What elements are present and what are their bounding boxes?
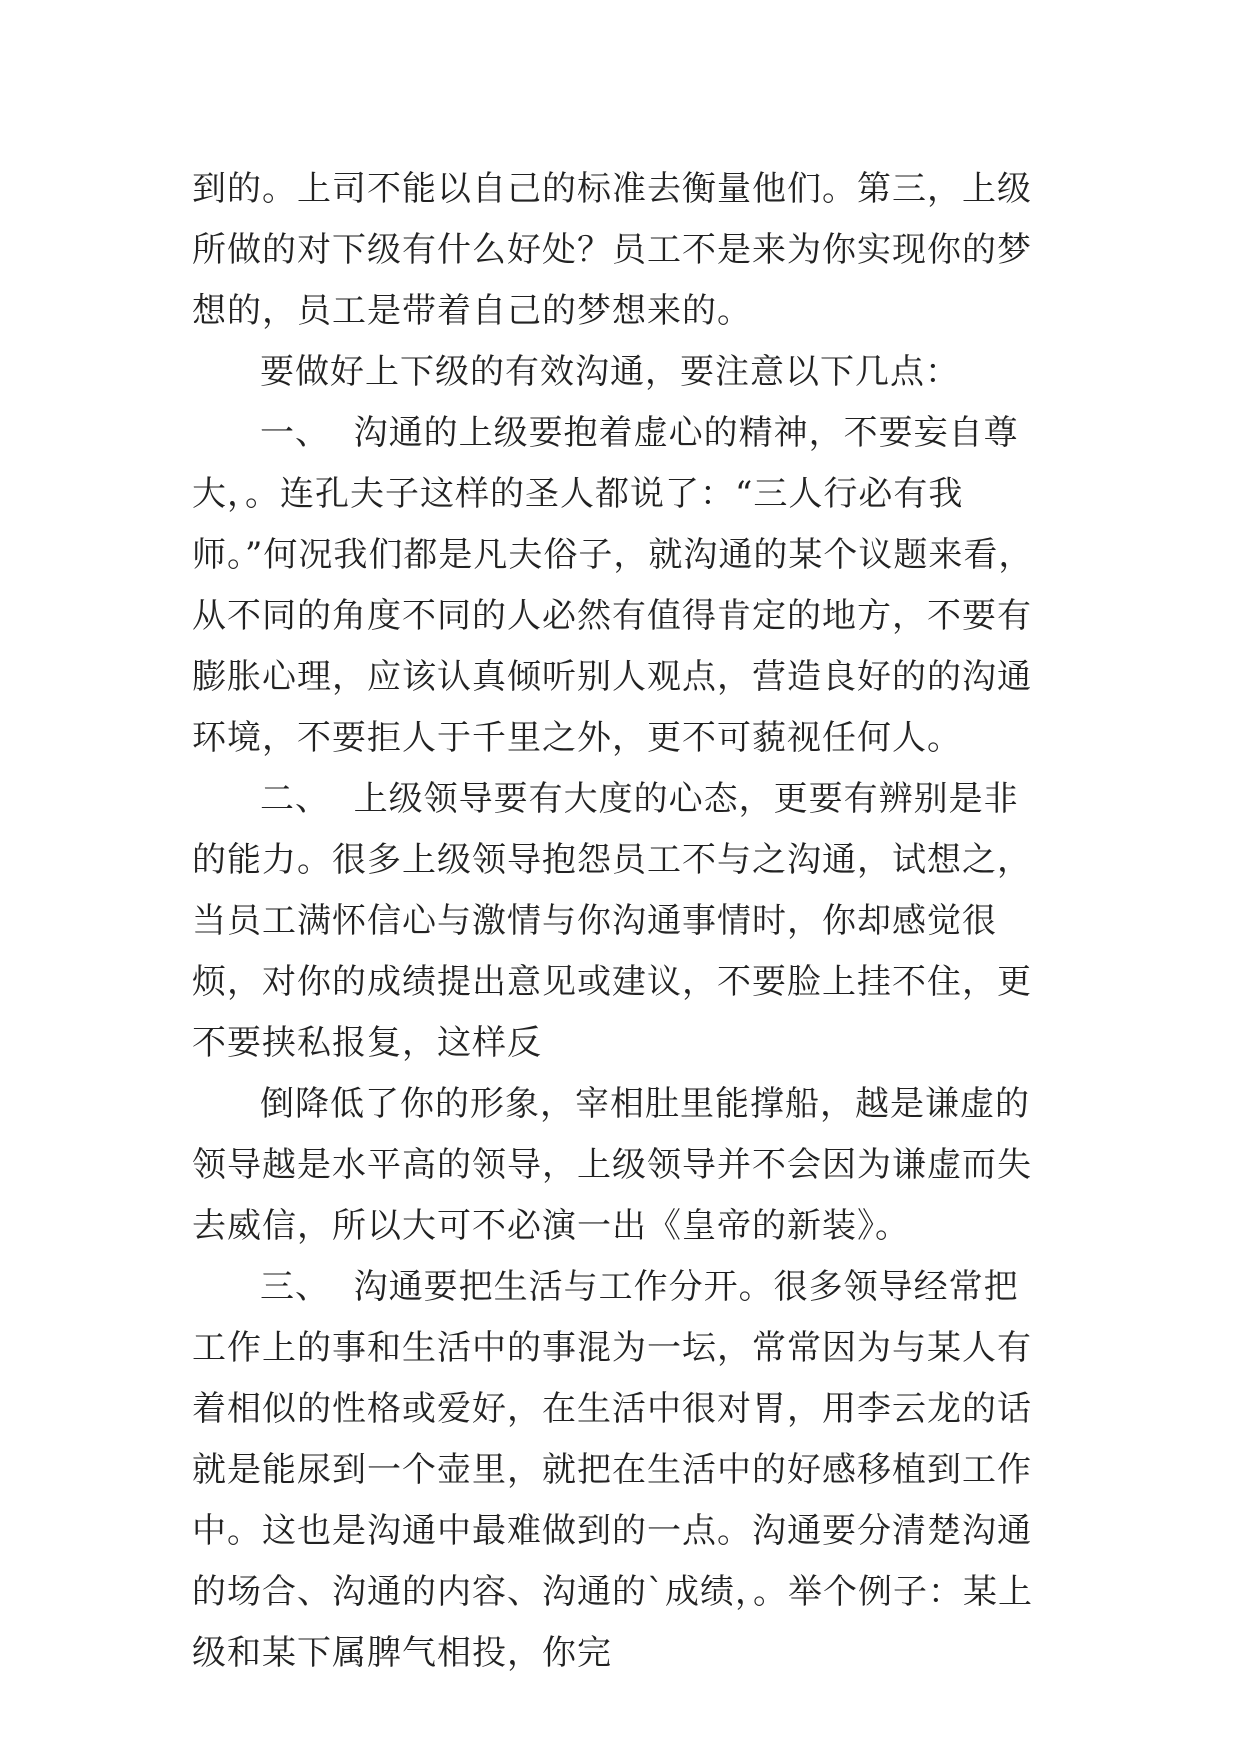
- paragraph-continuation: 到的。上司不能以自己的标准去衡量他们。第三，上级所做的对下级有什么好处？员工不是来为你实现你的梦想的，员工是带着自己的梦想来的。: [192, 169, 1032, 331]
- paragraph-point-three: 三、 沟通要把生活与工作分开。很多领导经常把工作上的事和生活中的事混为一坛，常常因为与某人有着相似的性格或爱好，在生活中很对胃，用李云龙的话就是能尿到一个壶里，就把在生活中的好感移植到工作中。这也是沟通中最难做到的一点。沟通要分清楚沟通的场合、沟通的内容、沟通的`成绩，。举个例子：某上级和某下属脾气相投，你完: [192, 1267, 1033, 1673]
- document-body: [192, 159, 1052, 1684]
- paragraph-intro-points: 要做好上下级的有效沟通，要注意以下几点：: [260, 352, 960, 392]
- paragraph-point-two-continued: 倒降低了你的形象，宰相肚里能撑船，越是谦虚的领导越是水平高的领导，上级领导并不会因为谦虚而失去威信，所以大可不必演一出《皇帝的新装》。: [192, 1084, 1032, 1246]
- paragraph-point-one: 一、 沟通的上级要抱着虚心的精神，不要妄自尊大，。连孔夫子这样的圣人都说了：“三人行必有我师。”何况我们都是凡夫俗子，就沟通的某个议题来看，从不同的角度不同的人必然有值得肯定的地方，不要有膨胀心理，应该认真倾听别人观点，营造良好的的沟通环境，不要拒人于千里之外，更不可藐视任何人。: [192, 413, 1034, 758]
- paragraph-point-two: 二、 上级领导要有大度的心态，更要有辨别是非的能力。很多上级领导抱怨员工不与之沟通，试想之，当员工满怀信心与激情与你沟通事情时，你却感觉很烦，对你的成绩提出意见或建议，不要脸上挂不住，更不要挟私报复，这样反: [192, 779, 1032, 1063]
